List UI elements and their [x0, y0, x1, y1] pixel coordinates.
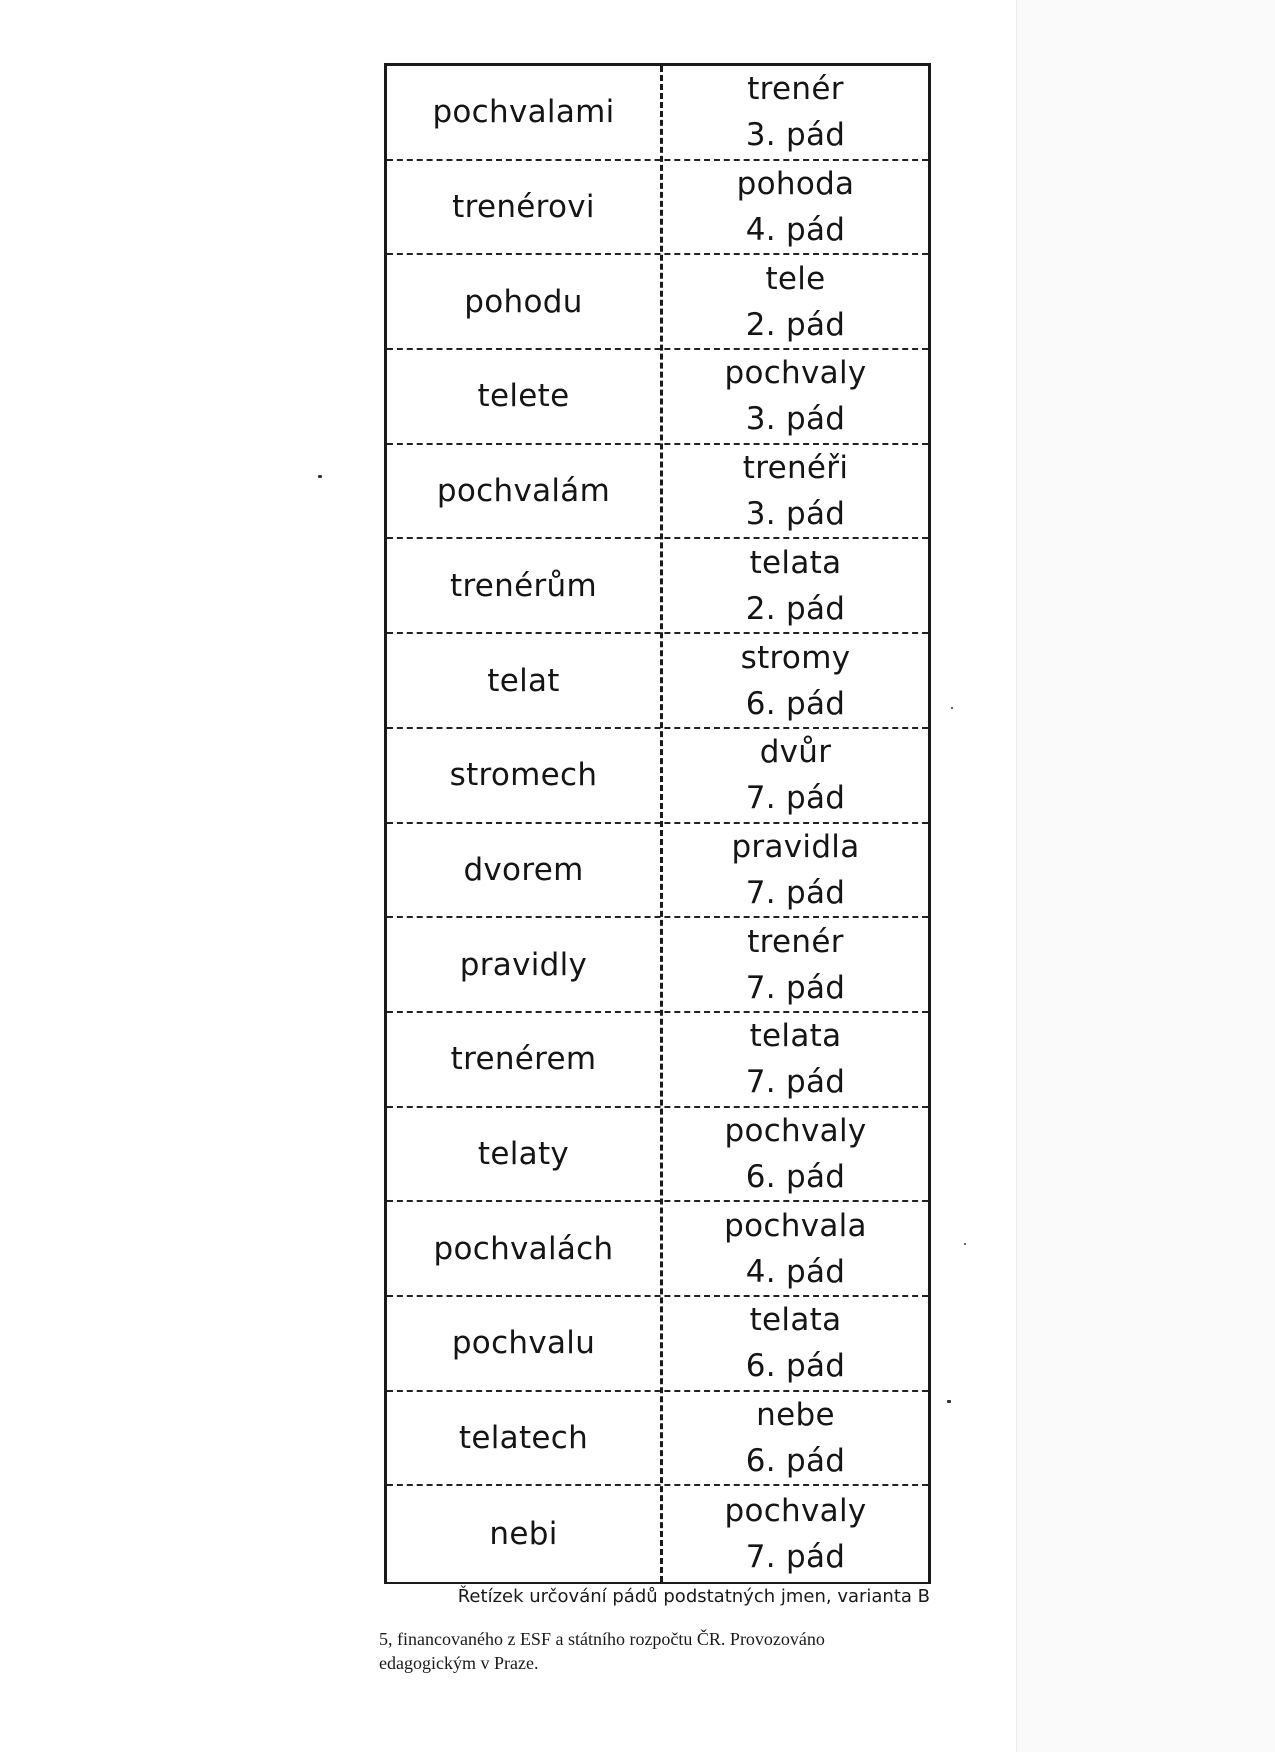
clue-case: 7. pád: [745, 874, 846, 911]
card-word: pochvalami: [432, 94, 615, 131]
clue-case: 2. pád: [745, 590, 846, 627]
card-row: [387, 1202, 928, 1297]
footnote-line-1: 5, financovaného z ESF a státního rozpočtu ČR. Provozováno: [379, 1629, 825, 1649]
clue-case: 7. pád: [745, 969, 846, 1006]
card-clue: [663, 540, 928, 633]
scan-margin: [1016, 0, 1275, 1752]
card-row: [387, 1108, 928, 1203]
clue-case: 6. pád: [745, 685, 846, 722]
card-word: trenérovi: [452, 189, 595, 226]
card-row: [387, 540, 928, 635]
clue-case: 6. pád: [745, 1348, 846, 1385]
card-row: [387, 634, 928, 729]
clue-word: pravidla: [731, 828, 860, 865]
clue-case: 7. pád: [745, 1064, 846, 1101]
card-row: [387, 445, 928, 540]
case-chain-table: [384, 63, 931, 1584]
card-clue: [663, 918, 928, 1011]
clue-case: 6. pád: [745, 1159, 846, 1196]
card-word: pochvalách: [433, 1230, 614, 1267]
clue-word: telata: [749, 544, 842, 581]
clue-word: pohoda: [736, 166, 855, 203]
clue-word: trenéři: [742, 450, 849, 487]
card-row: [387, 66, 928, 161]
card-word: trenérům: [449, 567, 597, 604]
scan-speck: [947, 1400, 951, 1403]
card-row: [387, 1487, 928, 1582]
clue-case: 6. pád: [745, 1443, 846, 1480]
clue-case: 2. pád: [745, 306, 846, 343]
card-clue: [663, 1392, 928, 1485]
scan-speck: [964, 1243, 966, 1245]
card-word: telaty: [477, 1136, 570, 1173]
clue-case: 7. pád: [745, 780, 846, 817]
clue-case: 3. pád: [745, 401, 846, 438]
card-row: [387, 729, 928, 824]
clue-case: 7. pád: [745, 1538, 846, 1575]
table-caption: Řetízek určování pádů podstatných jmen, varianta B: [457, 1586, 930, 1607]
card-clue: [663, 824, 928, 917]
card-clue: [663, 445, 928, 538]
card-row: [387, 161, 928, 256]
clue-word: pochvaly: [724, 1492, 867, 1529]
card-clue: [663, 1297, 928, 1390]
card-clue: [663, 634, 928, 727]
card-word: telat: [487, 662, 560, 699]
clue-word: tele: [765, 260, 826, 297]
clue-case: 4. pád: [745, 1253, 846, 1290]
clue-word: trenér: [747, 923, 844, 960]
card-word: dvorem: [463, 851, 584, 888]
clue-word: trenér: [747, 71, 844, 108]
card-word: pravidly: [459, 946, 588, 983]
card-row: [387, 1392, 928, 1487]
card-clue: [663, 1202, 928, 1295]
clue-word: dvůr: [759, 734, 832, 771]
card-clue: [663, 66, 928, 159]
clue-case: 4. pád: [745, 212, 846, 249]
card-row: [387, 350, 928, 445]
clue-case: 3. pád: [745, 117, 846, 154]
card-clue: [663, 255, 928, 348]
card-word: stromech: [449, 757, 598, 794]
card-word: trenérem: [450, 1041, 597, 1078]
clue-word: pochvaly: [724, 1113, 867, 1150]
clue-word: telata: [749, 1018, 842, 1055]
card-word: pochvalám: [436, 473, 611, 510]
card-word: telatech: [458, 1420, 589, 1457]
card-clue: [663, 1487, 928, 1582]
card-row: [387, 918, 928, 1013]
clue-case: 3. pád: [745, 496, 846, 533]
card-word: telete: [477, 378, 570, 415]
card-row: [387, 255, 928, 350]
clue-word: nebe: [756, 1397, 835, 1434]
card-clue: [663, 350, 928, 443]
scan-speck: [951, 707, 953, 709]
clue-word: pochvaly: [724, 355, 867, 392]
card-clue: [663, 1108, 928, 1201]
footnote-line-2: edagogickým v Praze.: [379, 1653, 539, 1673]
card-clue: [663, 161, 928, 254]
clue-word: telata: [749, 1302, 842, 1339]
card-word: pochvalu: [451, 1325, 596, 1362]
clue-word: stromy: [740, 639, 851, 676]
card-row: [387, 1297, 928, 1392]
card-row: [387, 1013, 928, 1108]
scan-speck: [318, 475, 322, 478]
card-row: [387, 824, 928, 919]
card-clue: [663, 1013, 928, 1106]
card-clue: [663, 729, 928, 822]
card-word: nebi: [489, 1515, 558, 1552]
card-word: pohodu: [464, 283, 583, 320]
clue-word: pochvala: [724, 1207, 867, 1244]
